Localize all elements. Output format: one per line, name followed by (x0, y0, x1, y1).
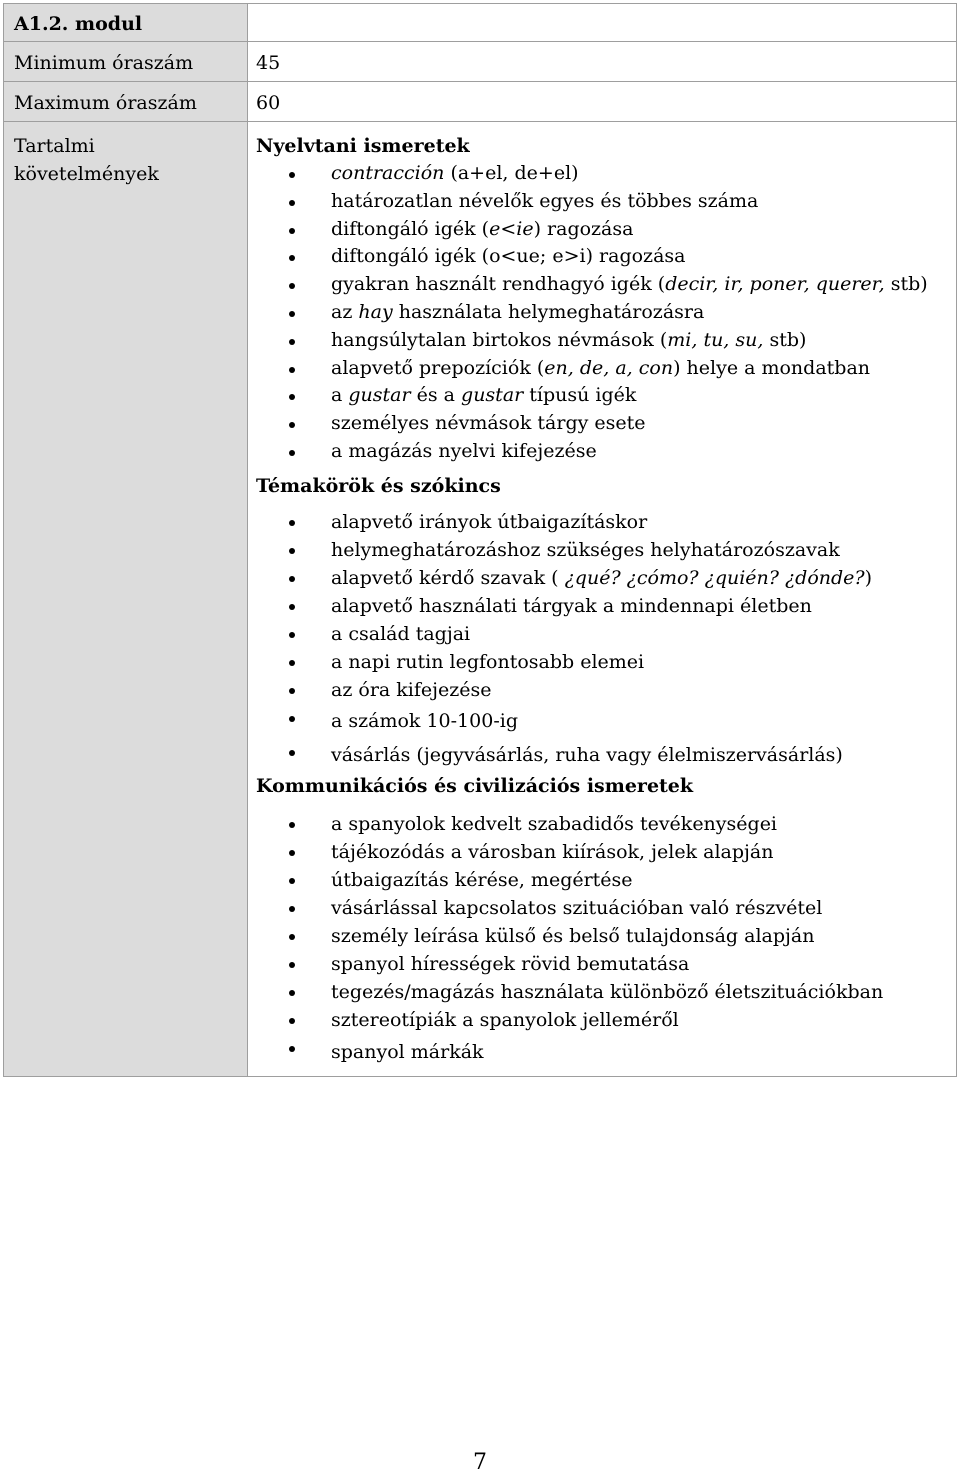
module-title-cell (4, 4, 248, 42)
grammar-item: a magázás nyelvi kifejezése (256, 438, 956, 466)
communication-item: vásárlással kapcsolatos szituációban való részvétel (256, 894, 956, 922)
topics-list (256, 508, 956, 772)
min-hours-label-cell (4, 42, 248, 82)
communication-item: sztereotípiák a spanyolok jelleméről (256, 1006, 956, 1034)
topic-item: a napi rutin legfontosabb elemei (256, 648, 956, 676)
communication-title: Kommunikációs és civilizációs ismeretek (256, 774, 694, 797)
min-hours-value-cell (248, 42, 957, 82)
module-table (3, 3, 957, 1077)
page-number: 7 (473, 1450, 487, 1475)
communication-item: útbaigazítás kérése, megértése (256, 866, 956, 894)
grammar-item: contracción (a+el, de+el) (256, 160, 956, 188)
max-hours-label-cell (4, 82, 248, 122)
communication-list (256, 810, 956, 1070)
topic-item: az óra kifejezése (256, 676, 956, 704)
topic-item: vásárlás (jegyvásárlás, ruha vagy élelmiszervásárlás) (256, 738, 956, 772)
grammar-item: diftongáló igék (e<ie) ragozása (256, 216, 956, 244)
grammar-item: gyakran használt rendhagyó igék (decir, ir, poner, querer, stb) (256, 271, 956, 299)
grammar-item: személyes névmások tárgy esete (256, 410, 956, 438)
topic-item: helymeghatározáshoz szükséges helyhatározószavak (256, 536, 956, 564)
topic-item: a számok 10-100-ig (256, 704, 956, 738)
communication-item: személy leírása külső és belső tulajdonság alapján (256, 922, 956, 950)
topic-item: a család tagjai (256, 620, 956, 648)
requirements-content-cell (248, 122, 957, 1077)
min-hours-label: Minimum óraszám (14, 52, 194, 74)
communication-item: a spanyolok kedvelt szabadidős tevékenységei (256, 810, 956, 838)
grammar-list (256, 160, 956, 466)
requirements-label-cell (4, 122, 248, 1077)
grammar-item: alapvető prepozíciók (en, de, a, con) helye a mondatban (256, 355, 956, 383)
max-hours-label: Maximum óraszám (14, 92, 197, 114)
topics-title: Témakörök és szókincs (256, 474, 501, 497)
topic-item: alapvető használati tárgyak a mindennapi életben (256, 592, 956, 620)
min-hours-value: 45 (256, 52, 281, 74)
grammar-item: diftongáló igék (o<ue; e>i) ragozása (256, 243, 956, 271)
topic-item: alapvető irányok útbaigazításkor (256, 508, 956, 536)
requirements-label-line2: követelmények (14, 163, 159, 185)
max-hours-value-cell (248, 82, 957, 122)
communication-item: spanyol hírességek rövid bemutatása (256, 950, 956, 978)
max-hours-value: 60 (256, 92, 281, 114)
requirements-label-line1: Tartalmi (14, 135, 95, 157)
grammar-title: Nyelvtani ismeretek (256, 135, 470, 157)
module-title: A1.2. modul (14, 13, 143, 35)
communication-item: tegezés/magázás használata különböző életszituációkban (256, 978, 956, 1006)
grammar-item: határozatlan névelők egyes és többes száma (256, 188, 956, 216)
grammar-item: hangsúlytalan birtokos névmások (mi, tu, su, stb) (256, 327, 956, 355)
communication-item: spanyol márkák (256, 1034, 956, 1070)
requirements-label (14, 122, 247, 188)
grammar-item: a gustar és a gustar típusú igék (256, 382, 956, 410)
module-title-value-cell (248, 4, 957, 42)
communication-item: tájékozódás a városban kiírások, jelek alapján (256, 838, 956, 866)
topic-item: alapvető kérdő szavak ( ¿qué? ¿cómo? ¿quién? ¿dónde?) (256, 564, 956, 592)
grammar-item: az hay használata helymeghatározásra (256, 299, 956, 327)
